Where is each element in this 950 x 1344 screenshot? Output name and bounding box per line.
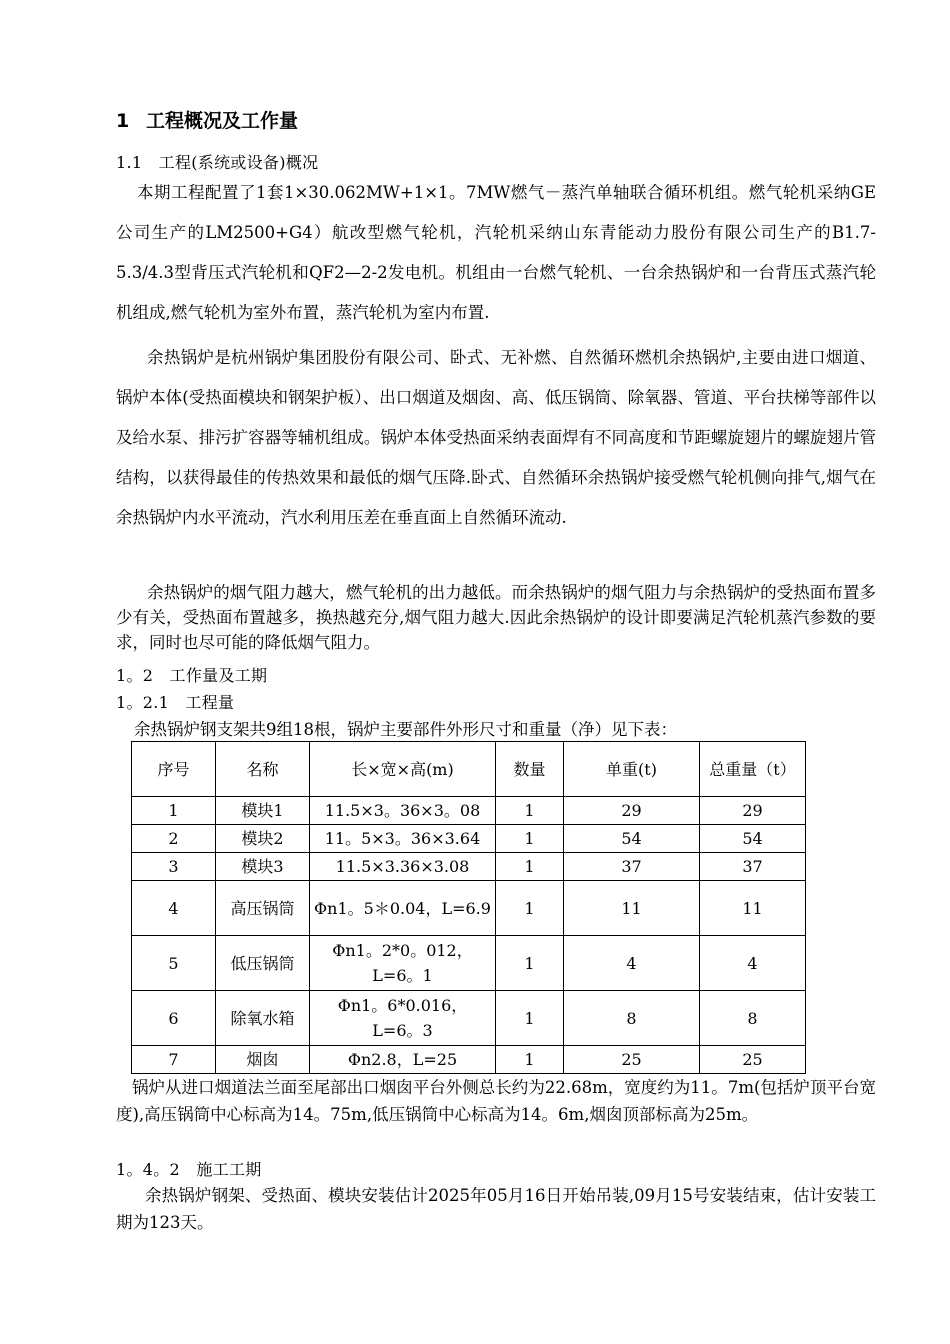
- cell-no: 3: [132, 853, 216, 881]
- cell-quantity: 1: [496, 1046, 564, 1074]
- cell-dimensions: 11.5×3.36×3.08: [310, 853, 496, 881]
- cell-unit-weight: 54: [564, 825, 700, 853]
- heading-title: 工程概况及工作量: [146, 110, 299, 132]
- cell-name: 高压锅筒: [216, 881, 310, 936]
- subsection-1-2-1-title: 1。2.1 工程量: [116, 693, 235, 712]
- table-row: [132, 936, 806, 991]
- header-name: 名称: [216, 742, 310, 797]
- cell-total-weight: 37: [700, 853, 806, 881]
- cell-total-weight: 29: [700, 797, 806, 825]
- cell-unit-weight: 4: [564, 936, 700, 991]
- cell-no: 6: [132, 991, 216, 1046]
- table-row: [132, 991, 806, 1046]
- cell-quantity: 1: [496, 853, 564, 881]
- table-row: [132, 853, 806, 881]
- cell-total-weight: 8: [700, 991, 806, 1046]
- table-intro: 余热锅炉钢支架共9组18根，锅炉主要部件外形尺寸和重量（净）见下表：: [134, 720, 677, 739]
- cell-name: 模块1: [216, 797, 310, 825]
- cell-no: 1: [132, 797, 216, 825]
- cell-quantity: 1: [496, 991, 564, 1046]
- header-quantity: 数量: [496, 742, 564, 797]
- table-row: [132, 825, 806, 853]
- subsection-1-4-2-title: 1。4。2 施工工期: [116, 1160, 262, 1179]
- cell-unit-weight: 29: [564, 797, 700, 825]
- cell-name: 除氧水箱: [216, 991, 310, 1046]
- cell-quantity: 1: [496, 797, 564, 825]
- cell-quantity: 1: [496, 936, 564, 991]
- header-total-weight: 总重量（t）: [700, 742, 806, 797]
- paragraph-flue-gas-resistance: 余热锅炉的烟气阻力越大，燃气轮机的出力越低。而余热锅炉的烟气阻力与余热锅炉的受热面布置多少有关，受热面布置越多，换热越充分,烟气阻力越大.因此余热锅炉的设计即要满足汽轮机蒸汽参数的要求，同时也尽可能的降低烟气阻力。: [116, 583, 876, 652]
- cell-no: 7: [132, 1046, 216, 1074]
- header-unit-weight: 单重(t): [564, 742, 700, 797]
- table-header-row: [132, 742, 806, 797]
- cell-total-weight: 4: [700, 936, 806, 991]
- cell-name: 模块2: [216, 825, 310, 853]
- section-heading-1: [116, 106, 298, 133]
- cell-total-weight: 25: [700, 1046, 806, 1074]
- paragraph-project-config: 本期工程配置了1套1×30.062MW+1×1。7MW燃气－蒸汽单轴联合循环机组。燃气轮机采纳GE公司生产的LM2500+G4）航改型燃气轮机，汽轮机采纳山东青能动力股份有限公司生产的B1.7-5.3/4.3型背压式汽轮机和QF2—2-2发电机。机组由一台燃气轮机、一台余热锅炉和一台背压式蒸汽轮机组成,燃气轮机为室外布置，蒸汽轮机为室内布置.: [116, 183, 876, 322]
- paragraph-boiler-dimensions: 锅炉从进口烟道法兰面至尾部出口烟囱平台外侧总长约为22.68m，宽度约为11。7m(包括炉顶平台宽度),高压锅筒中心标高为14。75m,低压锅筒中心标高为14。6m,烟囱顶部标高为25m。: [116, 1078, 876, 1124]
- paragraph-boiler-description: 余热锅炉是杭州锅炉集团股份有限公司、卧式、无补燃、自然循环燃机余热锅炉,主要由进口烟道、锅炉本体(受热面模块和钢架护板）、出口烟道及烟囱、高、低压锅筒、除氧器、管道、平台扶梯等部件以及给水泵、排污扩容器等辅机组成。锅炉本体受热面采纳表面焊有不同高度和节距螺旋翅片的螺旋翅片管结构，以获得最佳的传热效果和最低的烟气压降.卧式、自然循环余热锅炉接受燃气轮机侧向排气,烟气在余热锅炉内水平流动，汽水利用压差在垂直面上自然循环流动.: [116, 348, 876, 527]
- cell-name: 低压锅筒: [216, 936, 310, 991]
- cell-dimensions: Φn1。6*0.016，L=6。3: [310, 991, 496, 1046]
- cell-name: 烟囱: [216, 1046, 310, 1074]
- header-dimensions: 长×宽×高(m): [310, 742, 496, 797]
- cell-unit-weight: 37: [564, 853, 700, 881]
- cell-quantity: 1: [496, 825, 564, 853]
- cell-no: 5: [132, 936, 216, 991]
- cell-name: 模块3: [216, 853, 310, 881]
- table-row: [132, 1046, 806, 1074]
- cell-no: 2: [132, 825, 216, 853]
- cell-unit-weight: 25: [564, 1046, 700, 1074]
- cell-unit-weight: 11: [564, 881, 700, 936]
- cell-dimensions: Φn1。2*0。012，L=6。1: [310, 936, 496, 991]
- table-row: [132, 797, 806, 825]
- subsection-1-2-title: 1。2 工作量及工期: [116, 666, 268, 685]
- cell-no: 4: [132, 881, 216, 936]
- cell-dimensions: Φn1。5＊0.04，L=6.9: [310, 881, 496, 936]
- cell-unit-weight: 8: [564, 991, 700, 1046]
- cell-dimensions: 11.5×3。36×3。08: [310, 797, 496, 825]
- header-no: 序号: [132, 742, 216, 797]
- components-table: [131, 741, 806, 1074]
- subsection-1-1-title: 1.1 工程(系统或设备)概况: [116, 153, 319, 172]
- table-row: [132, 881, 806, 936]
- cell-total-weight: 54: [700, 825, 806, 853]
- cell-dimensions: Φn2.8，L=25: [310, 1046, 496, 1074]
- heading-number: 1: [116, 110, 130, 132]
- cell-quantity: 1: [496, 881, 564, 936]
- cell-dimensions: 11。5×3。36×3.64: [310, 825, 496, 853]
- cell-total-weight: 11: [700, 881, 806, 936]
- paragraph-construction-schedule: 余热锅炉钢架、受热面、模块安装估计2025年05月16日开始吊装,09月15号安装结束，估计安装工期为123天。: [116, 1186, 876, 1232]
